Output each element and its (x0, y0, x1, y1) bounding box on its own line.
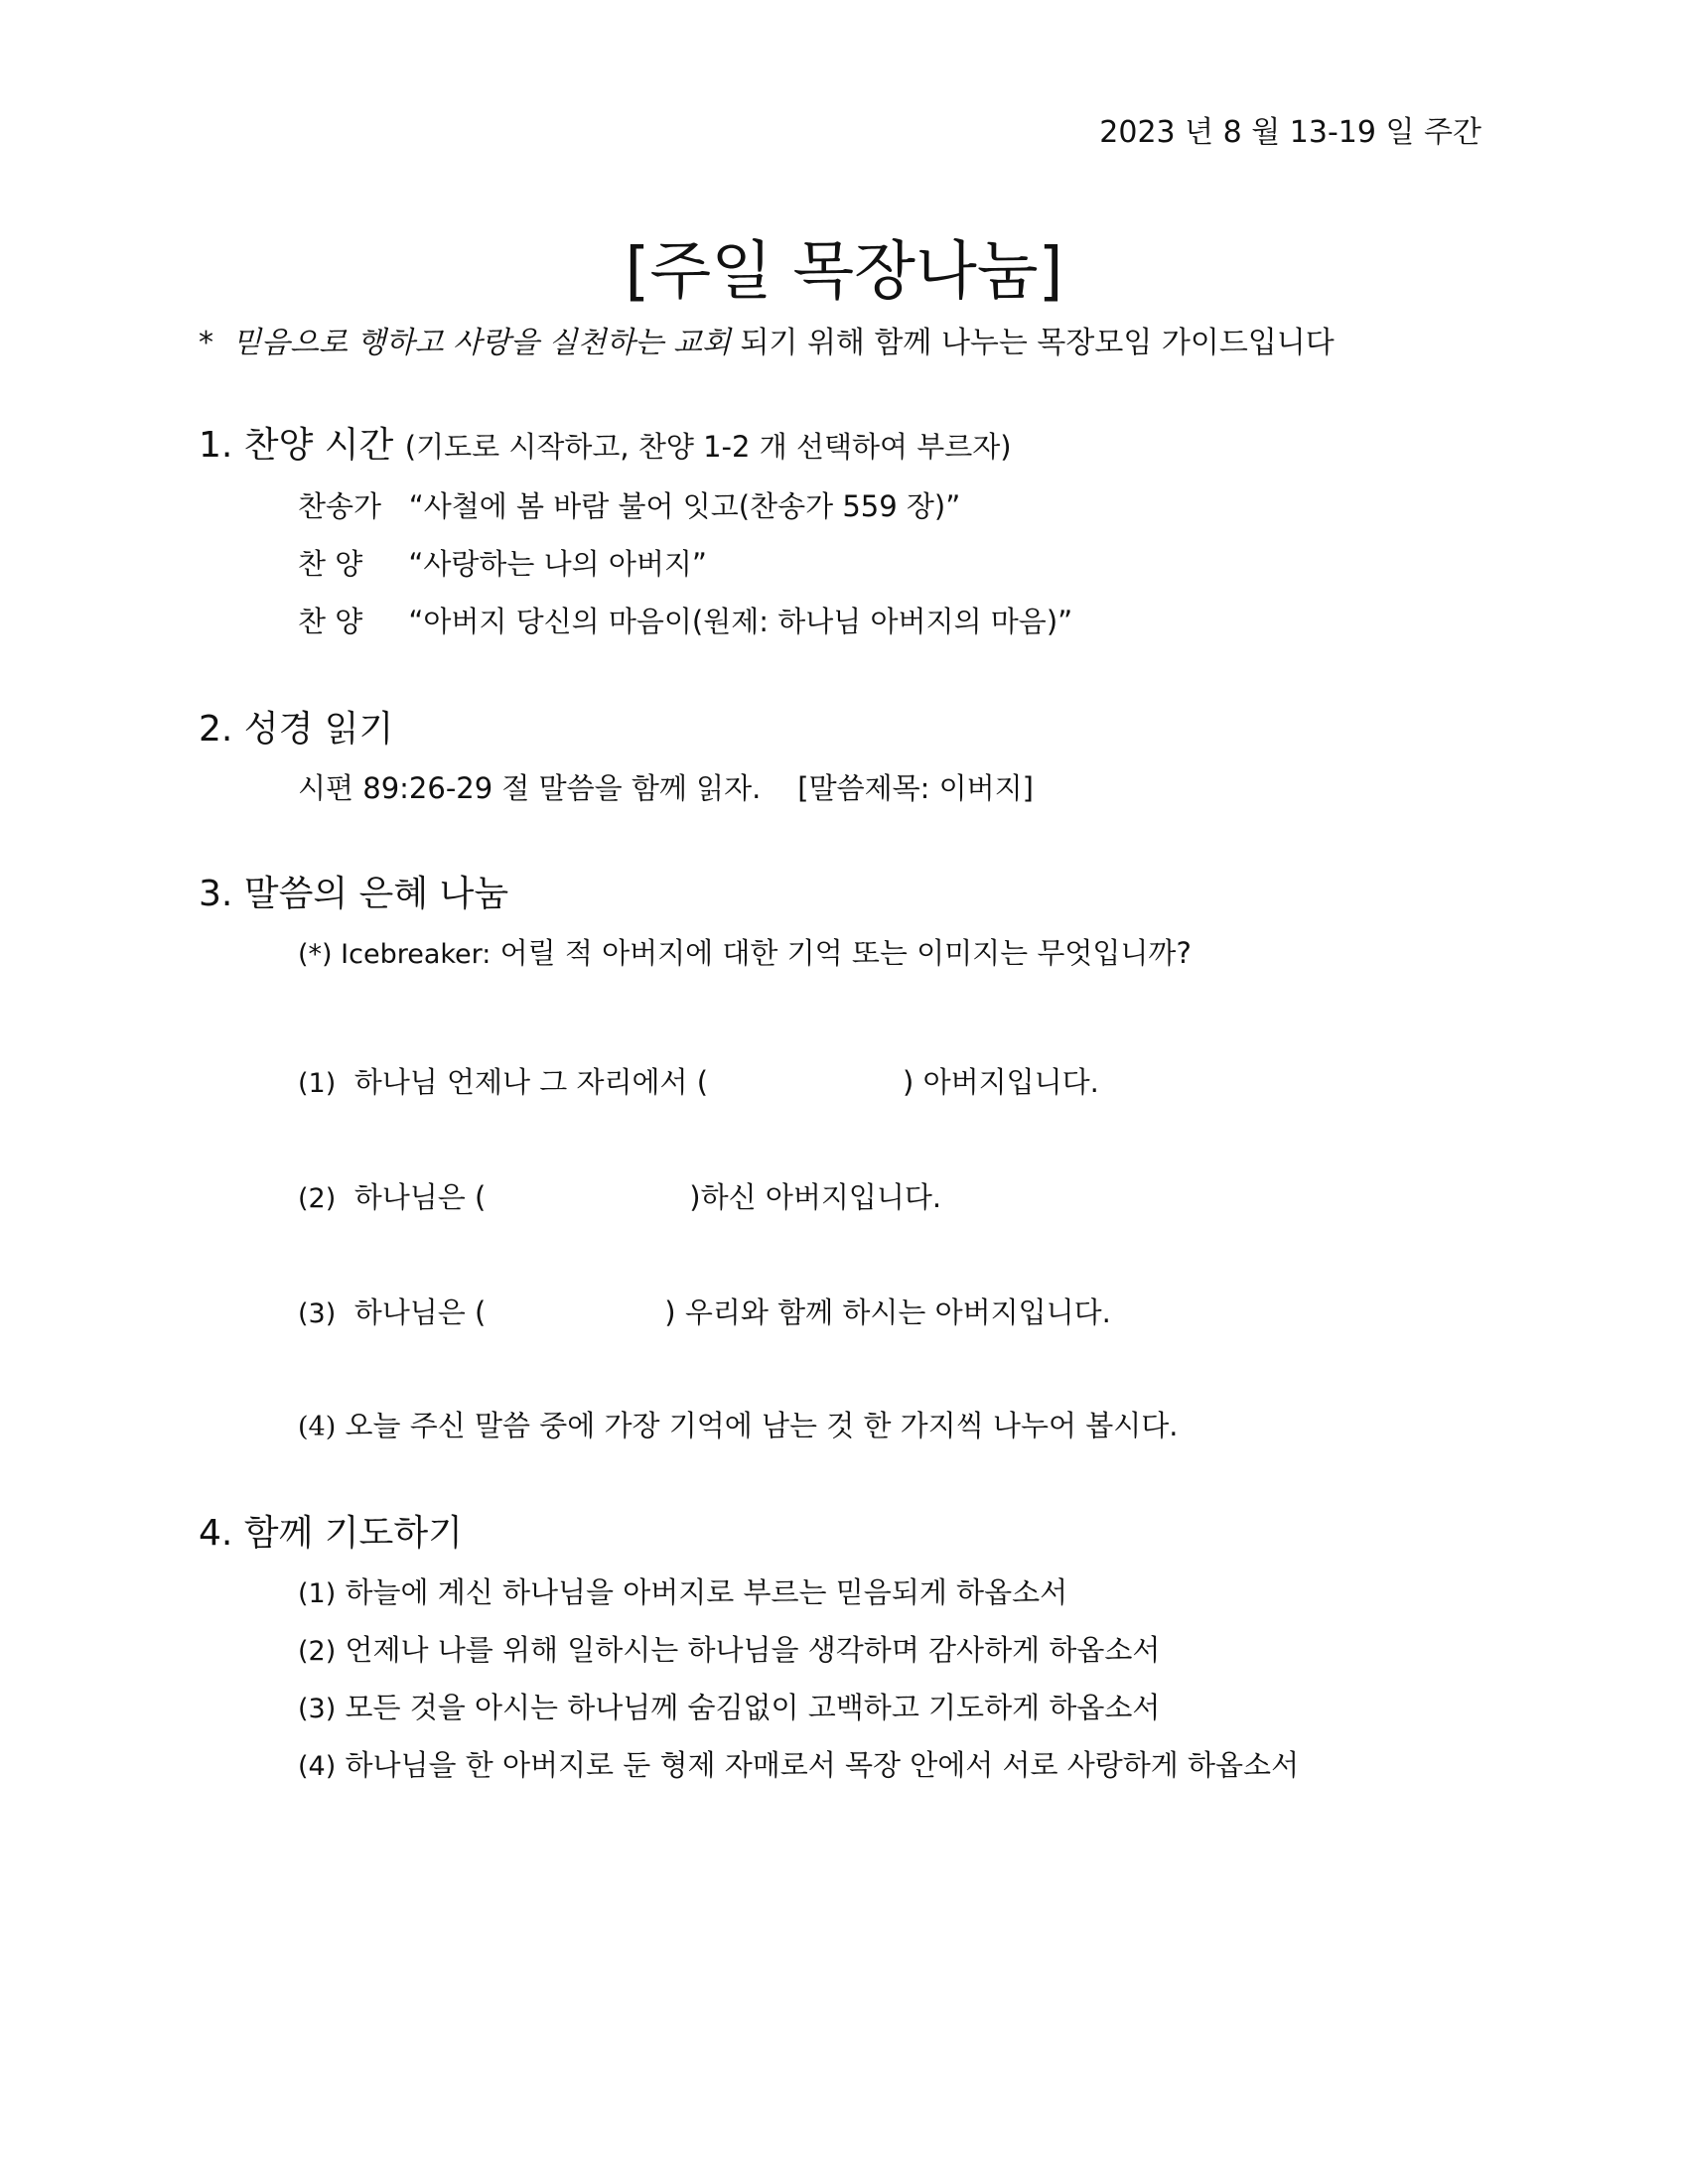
question-after: ) 아버지입니다. (903, 1065, 1099, 1099)
week-date: 2023 년 8 월 13-19 일 주간 (1099, 115, 1481, 150)
icebreaker (298, 931, 1192, 972)
bible-heading: 2. 성경 읽기 (199, 709, 394, 750)
question-before: 하나님은 ( (353, 1296, 487, 1329)
praise-heading (199, 417, 1012, 468)
question-num: (2) (298, 1183, 337, 1214)
question-num: (3) (298, 1298, 337, 1329)
prayer-text: 하나님을 한 아버지로 둔 형제 자매로서 목장 안에서 서로 사랑하게 하옵소서 (345, 1748, 1300, 1782)
song-kind: 찬 양 (298, 605, 363, 638)
question-before: 하나님 언제나 그 자리에서 ( (353, 1065, 709, 1099)
prayer-item (298, 1628, 1160, 1669)
song-item (298, 484, 960, 525)
praise-heading-text: 1. 찬양 시간 (199, 425, 394, 466)
intro-rest: 되기 위해 함께 나누는 목장모임 가이드입니다 (740, 326, 1335, 360)
icebreaker-text: 어릴 적 아버지에 대한 기억 또는 이미지는 무엇입니까? (499, 936, 1192, 970)
question-after: )하신 아버지입니다. (689, 1180, 942, 1214)
song-title: “아버지 당신의 마음이(원제: 하나님 아버지의 마음)” (408, 605, 1073, 638)
intro-italic: 믿음으로 행하고 사랑을 실천하는 교회 (232, 326, 731, 360)
prayer-text: 하늘에 계신 하나님을 아버지로 부르는 믿음되게 하옵소서 (345, 1575, 1068, 1609)
question-item (298, 1404, 1178, 1444)
question-before: 하나님은 ( (353, 1180, 487, 1214)
prayer-num: (1) (298, 1578, 337, 1609)
intro-line (199, 318, 1335, 361)
icebreaker-label: (*) Icebreaker: (298, 939, 492, 970)
question-item (298, 1291, 1111, 1331)
prayer-item (298, 1686, 1160, 1726)
prayer-heading: 4. 함께 기도하기 (199, 1513, 463, 1554)
sermon-title: [말씀제목: 이버지] (797, 771, 1034, 805)
song-kind: 찬 양 (298, 547, 363, 581)
prayer-item (298, 1570, 1067, 1611)
song-item (298, 542, 707, 583)
intro-star: * (199, 326, 213, 360)
prayer-text: 언제나 나를 위해 일하시는 하나님을 생각하며 감사하게 하옵소서 (345, 1633, 1161, 1667)
song-title: “사철에 봄 바람 불어 잇고(찬송가 559 장)” (408, 489, 961, 523)
question-num: (4) (298, 1412, 337, 1442)
question-text: 오늘 주신 말씀 중에 가장 기억에 남는 것 한 가지씩 나누어 봅시다. (345, 1409, 1179, 1442)
song-item (298, 600, 1072, 640)
question-item (298, 1175, 941, 1216)
prayer-text: 모든 것을 아시는 하나님께 숨김없이 고백하고 기도하게 하옵소서 (345, 1691, 1161, 1724)
praise-note: (기도로 시작하고, 찬양 1-2 개 선택하여 부르자) (404, 430, 1012, 464)
bible-reading (298, 766, 1034, 807)
prayer-num: (3) (298, 1694, 337, 1724)
question-item (298, 1060, 1099, 1101)
prayer-item (298, 1743, 1299, 1784)
sharing-heading: 3. 말씀의 은혜 나눔 (199, 874, 509, 914)
song-title: “사랑하는 나의 아버지” (408, 547, 707, 581)
page-title: [주일 목장나눔] (625, 235, 1063, 309)
question-num: (1) (298, 1068, 337, 1099)
question-after: ) 우리와 함께 하시는 아버지입니다. (664, 1296, 1111, 1329)
bible-text: 시편 89:26-29 절 말씀을 함께 읽자. (298, 771, 762, 805)
song-kind: 찬송가 (298, 489, 382, 523)
prayer-num: (4) (298, 1751, 337, 1782)
prayer-num: (2) (298, 1636, 337, 1667)
